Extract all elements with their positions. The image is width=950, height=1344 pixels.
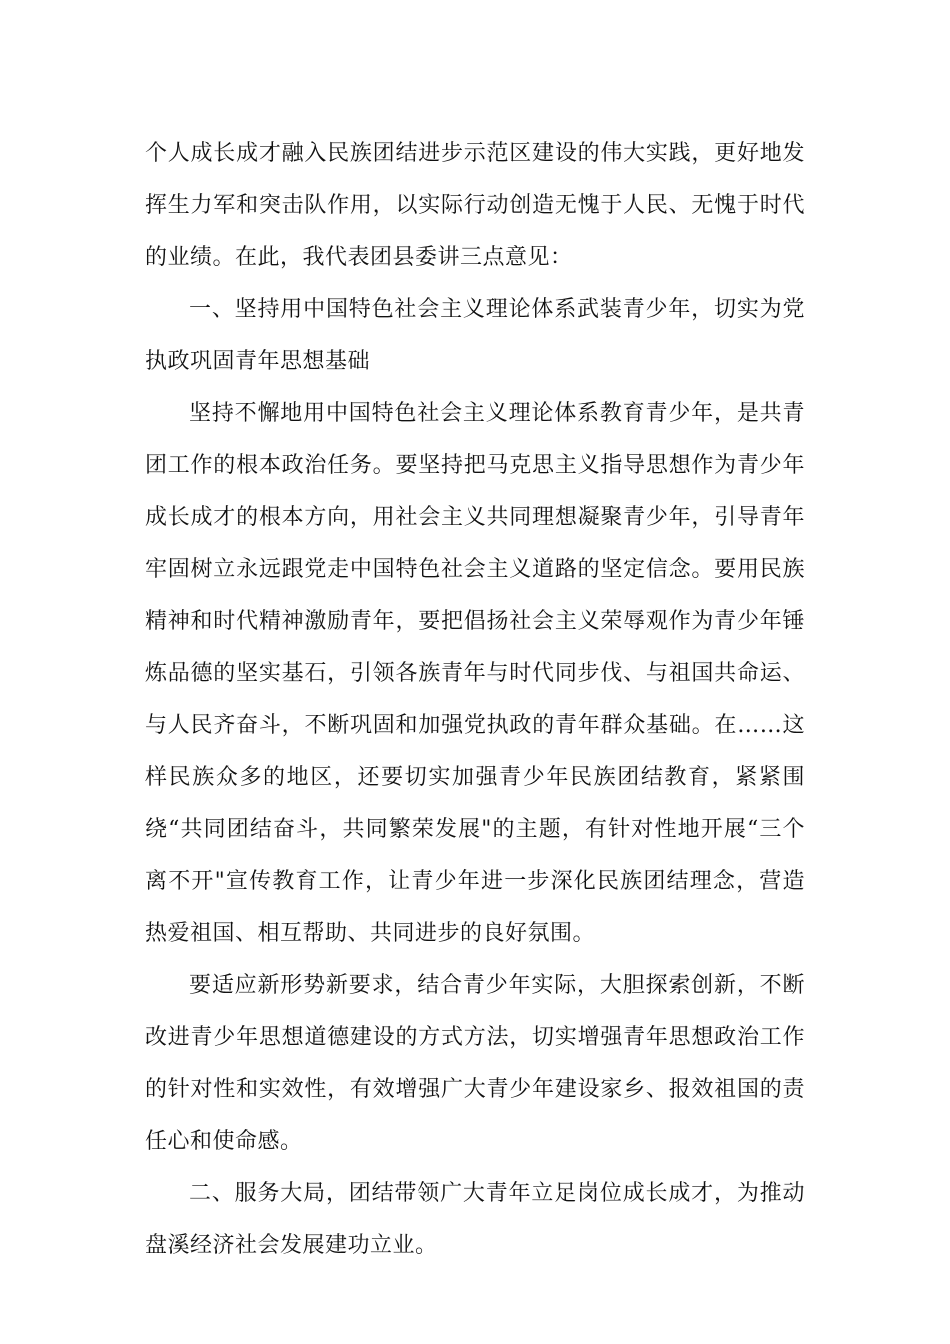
document-body xyxy=(145,128,805,1272)
paragraph-theory-education: 坚持不懈地用中国特色社会主义理论体系教育青少年，是共青团工作的根本政治任务。要坚持把马克思主义指导思想作为青少年成长成才的根本方向，用社会主义共同理想凝聚青少年，引导青年牢固树立永远跟党走中国特色社会主义道路的坚定信念。要用民族精神和时代精神激励青年，要把倡扬社会主义荣辱观作为青少年锤炼品德的坚实基石，引领各族青年与时代同步伐、与祖国共命运、与人民齐奋斗，不断巩固和加强党执政的青年群众基础。在……这样民族众多的地区，还要切实加强青少年民族团结教育，紧紧围绕“共同团结奋斗，共同繁荣发展"的主题，有针对性地开展“三个离不开"宣传教育工作，让青少年进一步深化民族团结理念，营造热爱祖国、相互帮助、共同进步的良好氛围。 xyxy=(145,401,805,946)
section-heading-two: 二、服务大局，团结带领广大青年立足岗位成长成才，为推动盘溪经济社会发展建功立业。 xyxy=(145,1181,805,1258)
paragraph-continuation: 个人成长成才融入民族团结进步示范区建设的伟大实践，更好地发挥生力军和突击队作用，以实际行动创造无愧于人民、无愧于时代的业绩。在此，我代表团县委讲三点意见： xyxy=(145,141,805,270)
paragraph-new-situation: 要适应新形势新要求，结合青少年实际，大胆探索创新，不断改进青少年思想道德建设的方式方法，切实增强青年思想政治工作的针对性和实效性，有效增强广大青少年建设家乡、报效祖国的责任心和使命感。 xyxy=(145,973,805,1154)
section-heading-one: 一、坚持用中国特色社会主义理论体系武装青少年，切实为党执政巩固青年思想基础 xyxy=(145,297,805,374)
